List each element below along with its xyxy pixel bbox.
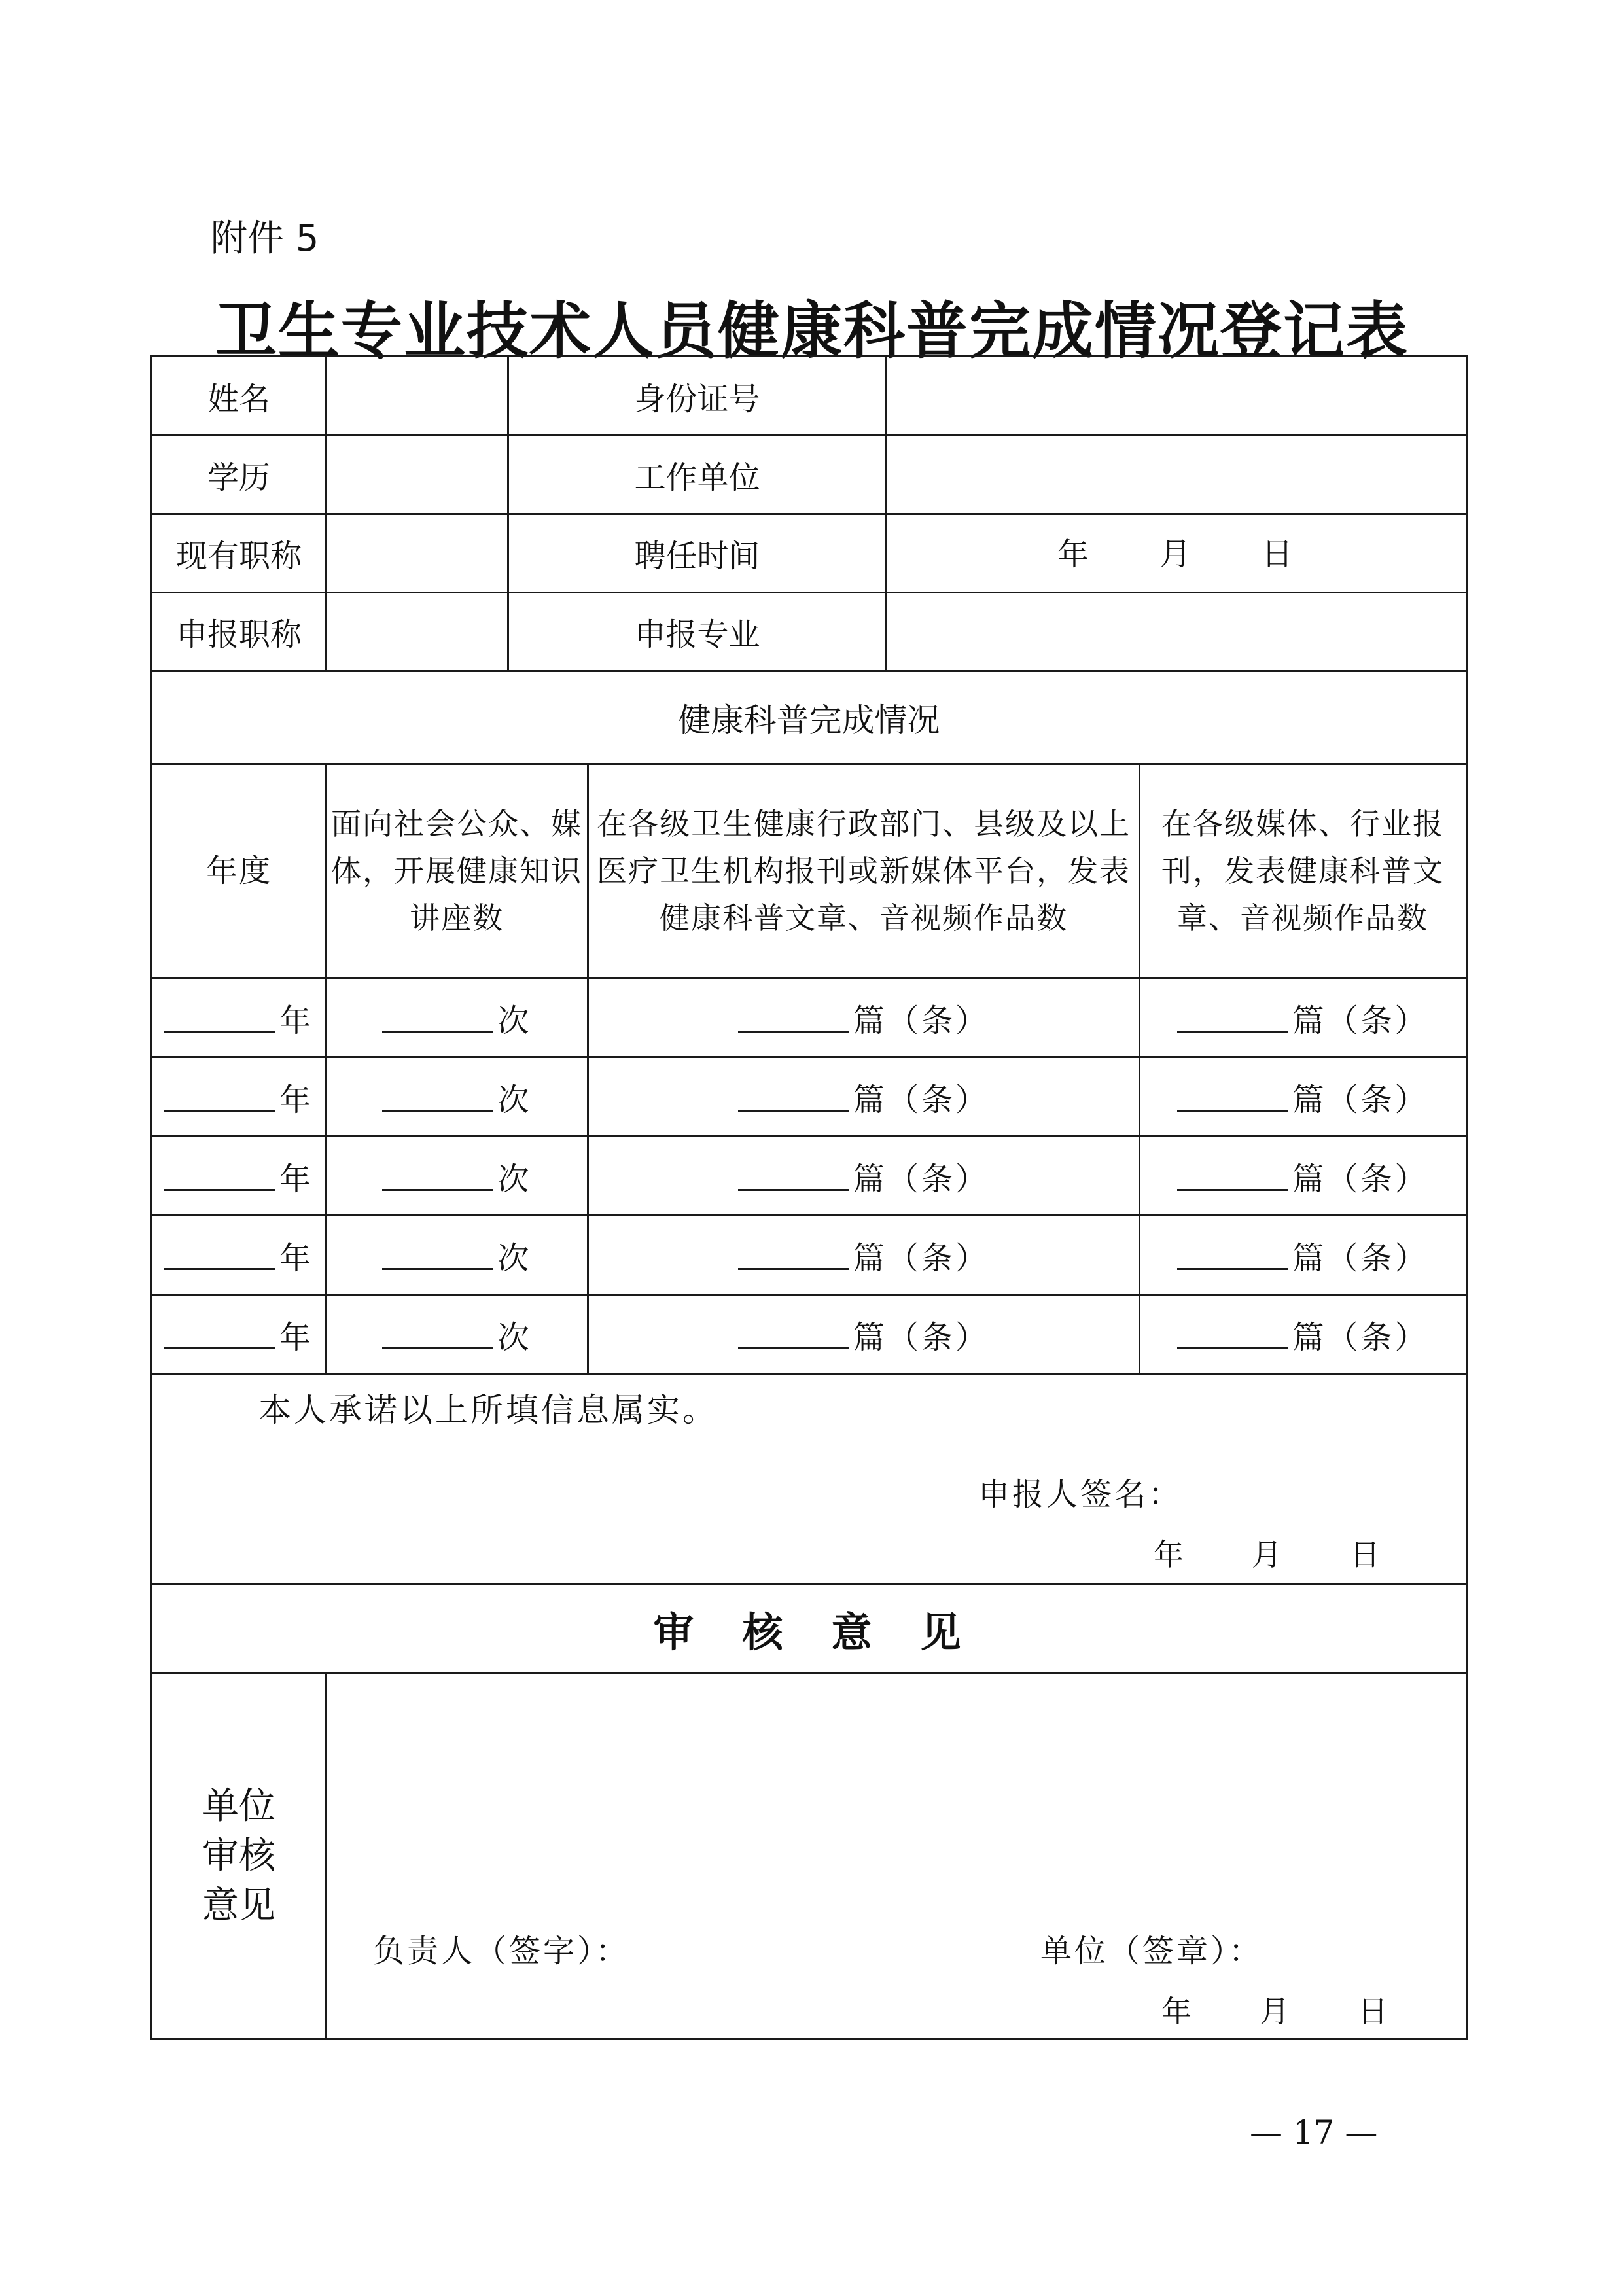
pledge-date: 年 月 日 — [1154, 1537, 1383, 1572]
review-date: 年 月 日 — [1161, 1994, 1390, 2029]
media-works-entry[interactable]: 篇（条） — [1140, 979, 1466, 1056]
header-lectures: 面向社会公众、媒体，开展健康知识讲座数 — [331, 806, 582, 936]
media-works-entry[interactable]: 篇（条） — [1140, 1216, 1466, 1294]
applied-specialty-label: 申报专业 — [634, 616, 760, 653]
applied-title-label: 申报职称 — [175, 616, 302, 653]
page-number: — 17 — — [1250, 2113, 1378, 2151]
official-works-entry[interactable]: 篇（条） — [589, 1296, 1139, 1373]
year-entry[interactable]: 年 — [152, 979, 325, 1056]
lecture-count-entry[interactable]: 次 — [327, 979, 587, 1056]
lecture-count-entry[interactable]: 次 — [327, 1296, 587, 1373]
page-title: 卫生专业技术人员健康科普完成情况登记表 — [215, 295, 1409, 367]
current-title-field[interactable] — [327, 515, 507, 592]
id-number-field[interactable] — [887, 357, 1466, 434]
applied-title-field[interactable] — [327, 593, 507, 670]
responsible-person-signature-label: 负责人（签字）： — [373, 1933, 630, 1969]
name-field[interactable] — [327, 357, 507, 434]
media-works-entry[interactable]: 篇（条） — [1140, 1058, 1466, 1135]
appointment-date-field[interactable]: 年 月 日 — [1057, 535, 1296, 573]
applicant-signature-field[interactable] — [1171, 1466, 1420, 1505]
workplace-field[interactable] — [887, 436, 1466, 513]
media-works-entry[interactable]: 篇（条） — [1140, 1137, 1466, 1214]
lecture-count-entry[interactable]: 次 — [327, 1216, 587, 1294]
year-entry[interactable]: 年 — [152, 1058, 325, 1135]
year-entry[interactable]: 年 — [152, 1137, 325, 1214]
attachment-label: 附件 5 — [211, 217, 319, 260]
name-label: 姓名 — [207, 380, 270, 417]
current-title-label: 现有职称 — [175, 538, 302, 574]
unit-seal-label: 单位（签章）： — [1040, 1933, 1263, 1969]
official-works-entry[interactable]: 篇（条） — [589, 1058, 1139, 1135]
official-works-entry[interactable]: 篇（条） — [589, 1137, 1139, 1214]
applicant-signature-label: 申报人签名： — [978, 1476, 1183, 1513]
year-entry[interactable]: 年 — [152, 1216, 325, 1294]
media-works-entry[interactable]: 篇（条） — [1140, 1296, 1466, 1373]
workplace-label: 工作单位 — [634, 459, 760, 496]
lecture-count-entry[interactable]: 次 — [327, 1058, 587, 1135]
section-title: 健康科普完成情况 — [678, 701, 940, 739]
pledge-text: 本人承诺以上所填信息属实。 — [258, 1391, 718, 1429]
appointment-time-label: 聘任时间 — [634, 538, 760, 574]
year-entry[interactable]: 年 — [152, 1296, 325, 1373]
header-year: 年度 — [205, 853, 272, 889]
education-label: 学历 — [207, 459, 270, 496]
review-title: 审 核 意 见 — [653, 1608, 965, 1656]
education-field[interactable] — [327, 436, 507, 513]
unit-review-label: 单位 审核 意见 — [202, 1785, 275, 1927]
header-official-works: 在各级卫生健康行政部门、县级及以上医疗卫生机构报刊或新媒体平台，发表健康科普文章、音视频作品数 — [597, 806, 1131, 936]
header-media-works: 在各级媒体、行业报刊，发表健康科普文章、音视频作品数 — [1161, 806, 1444, 936]
lecture-count-entry[interactable]: 次 — [327, 1137, 587, 1214]
applied-specialty-field[interactable] — [887, 593, 1466, 670]
unit-review-comment-field[interactable] — [327, 1674, 1466, 1923]
official-works-entry[interactable]: 篇（条） — [589, 1216, 1139, 1294]
id-number-label: 身份证号 — [634, 380, 760, 417]
official-works-entry[interactable]: 篇（条） — [589, 979, 1139, 1056]
